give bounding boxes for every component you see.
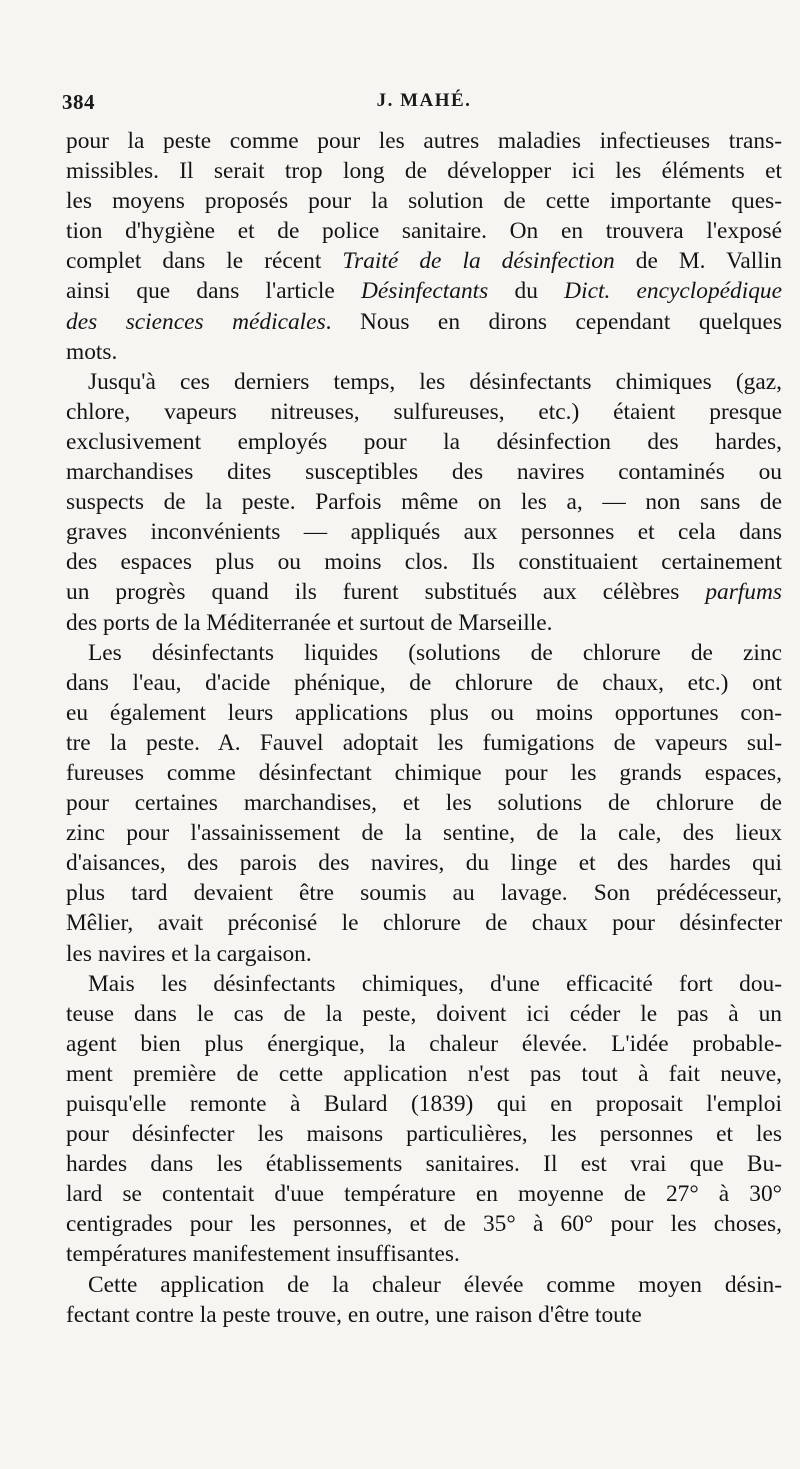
text-line [66,1209,782,1239]
text-line [66,878,782,908]
text-run: plus tard devaient être soumis au lavage. Son prédécesseur, [66,880,782,907]
text-line [66,848,782,878]
text-line [66,1239,782,1269]
text-run: . Nous en dirons cependant quelques [325,308,782,335]
text-line [66,698,782,728]
text-run: Cette application de la chaleur élevée comme moyen désin- [88,1271,782,1298]
text-run: marchandises dites susceptibles des navires contaminés ou [66,459,782,486]
text-line [66,939,782,969]
text-run: agent bien plus énergique, la chaleur élevée. L'idée probable- [66,1030,782,1057]
text-run: pour désinfecter les maisons particulières, les personnes et les [66,1121,782,1148]
text-run: teuse dans le cas de la peste, doivent ici céder le pas à un [66,1000,782,1027]
text-run: ment première de cette application n'est pas tout à fait neuve, [66,1060,782,1087]
page-header [62,90,786,120]
text-run: des espaces plus ou moins clos. Ils constituaient certainement [66,549,782,576]
text-run: chlore, vapeurs nitreuses, sulfureuses, etc.) étaient presque [66,398,782,425]
text-line [66,186,782,216]
body-text [66,126,782,1330]
paragraph [66,367,782,638]
text-line [66,1270,782,1300]
text-line [66,728,782,758]
text-run: centigrades pour les personnes, et de 35° à 60° pour les choses, [66,1211,782,1238]
text-line [66,216,782,246]
text-line [66,427,782,457]
text-line [66,818,782,848]
text-run: les navires et la cargaison. [66,940,312,967]
text-run: zinc pour l'assainissement de la sentine, de la cale, des lieux [66,820,782,847]
text-line [66,577,782,607]
text-run: pour certaines marchandises, et les solutions de chlorure de [66,790,782,817]
text-run: un progrès quand ils furent substitués aux célèbres [66,579,706,606]
text-line [66,1059,782,1089]
text-line [66,608,782,638]
text-run: Les désinfectants liquides (solutions de chlorure de zinc [88,639,782,666]
text-run: Mêlier, avait préconisé le chlorure de chaux pour désinfecter [66,910,782,937]
text-line [66,999,782,1029]
text-line [66,457,782,487]
text-line [66,307,782,337]
text-line [66,126,782,156]
paragraph [66,1270,782,1330]
text-run: lard se contentait d'uue température en moyenne de 27° à 30° [66,1181,782,1208]
text-run: ainsi que dans l'article [66,278,361,305]
text-run: de M. Vallin [614,248,782,275]
text-line [66,246,782,276]
text-line [66,638,782,668]
text-line [66,1300,782,1330]
running-head: J. MAHÉ. [376,90,472,111]
text-line [66,367,782,397]
text-run: Jusqu'à ces derniers temps, les désinfectants chimiques (gaz, [88,368,782,395]
text-run: tion d'hygiène et de police sanitaire. On en trouvera l'exposé [66,218,782,245]
text-run: pour la peste comme pour les autres maladies infectieuses trans- [66,128,782,154]
text-line [66,1029,782,1059]
paragraph [66,638,782,969]
text-run: complet dans le récent [66,248,343,275]
text-run: dans l'eau, d'acide phénique, de chlorure de chaux, etc.) ont [66,669,782,696]
text-run: d'aisances, des parois des navires, du linge et des hardes qui [66,850,782,877]
text-run: mots. [66,338,118,365]
text-line [66,517,782,547]
text-run: les moyens proposés pour la solution de cette importante ques- [66,188,782,215]
text-line [66,156,782,186]
italic-text: Désinfectants [360,278,489,305]
text-line [66,1179,782,1209]
text-line [66,397,782,427]
text-line [66,487,782,517]
italic-text: parfums [705,579,782,606]
paragraph [66,969,782,1270]
text-line [66,1119,782,1149]
text-line [66,337,782,367]
italic-text: Traité de la désinfection [342,248,615,275]
text-run: eu également leurs applications plus ou moins opportunes con- [66,699,782,726]
text-line [66,1089,782,1119]
text-run: du [488,278,565,305]
page-number: 384 [62,90,95,114]
text-run: missibles. Il serait trop long de développer ici les éléments et [66,158,782,185]
text-line [66,668,782,698]
text-run: températures manifestement insuffisantes. [66,1241,460,1268]
text-run: fectant contre la peste trouve, en outre, une raison d'être toute [66,1301,642,1328]
text-run: exclusivement employés pour la désinfection des hardes, [66,428,782,455]
text-line [66,758,782,788]
text-line [66,1149,782,1179]
text-line [66,788,782,818]
italic-text: des sciences médicales [66,308,326,335]
italic-text: Dict. encyclopédique [564,278,782,305]
text-line [66,276,782,306]
text-run: des ports de la Méditerranée et surtout de Marseille. [66,609,553,636]
text-run: Mais les désinfectants chimiques, d'une efficacité fort dou- [88,970,782,997]
text-line [66,908,782,938]
text-run: fureuses comme désinfectant chimique pour les grands espaces, [66,759,782,786]
paragraph [66,126,782,367]
text-run: tre la peste. A. Fauvel adoptait les fumigations de vapeurs sul- [66,729,782,756]
text-run: puisqu'elle remonte à Bulard (1839) qui en proposait l'emploi [66,1091,782,1117]
text-line [66,969,782,999]
text-run: graves inconvénients — appliqués aux personnes et cela dans [66,519,782,546]
text-run: hardes dans les établissements sanitaires. Il est vrai que Bu- [66,1151,782,1178]
text-line [66,547,782,577]
text-run: suspects de la peste. Parfois même on les a, — non sans de [66,489,782,516]
